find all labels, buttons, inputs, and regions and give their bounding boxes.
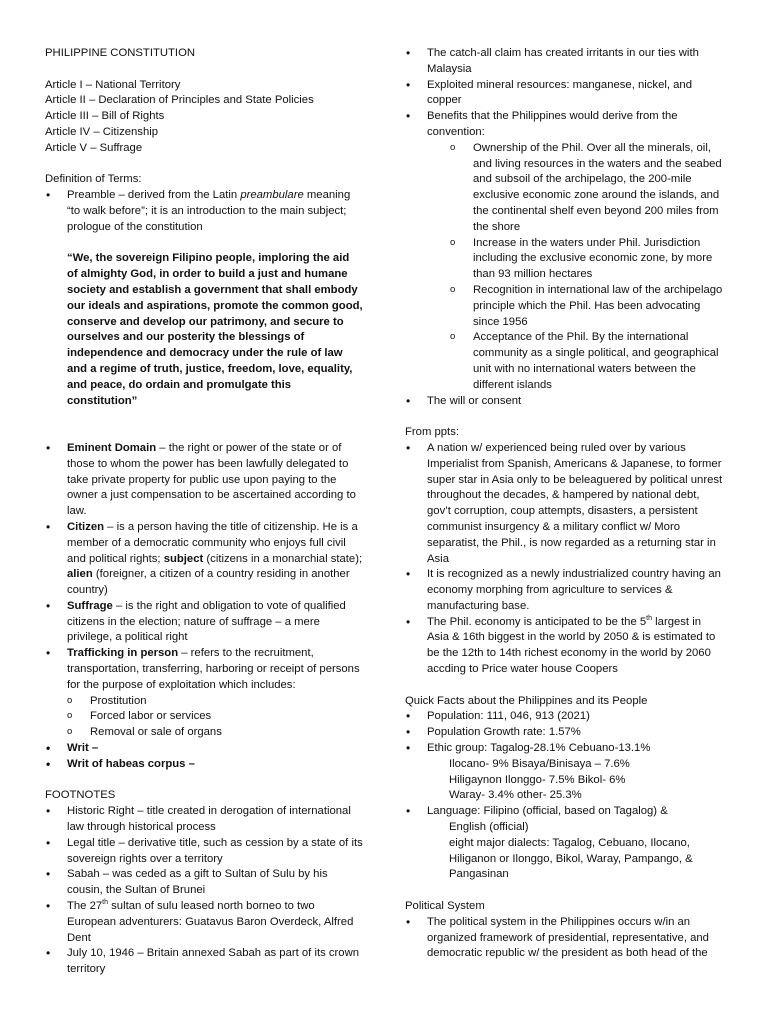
definitions-list <box>45 188 363 235</box>
political-list <box>405 915 723 962</box>
sub-item: o Prostitution <box>67 694 363 710</box>
list-item: • The will or consent <box>405 394 723 410</box>
language-line: English (official) <box>449 821 529 834</box>
article-line: Article IV – Citizenship <box>45 125 159 138</box>
list-item: • The Phil. economy is anticipated to be the 5th largest in Asia & 16th biggest in the world by 2050 & is estimated to be the 12th to 14th richest economy in the world by 2060 accding to Price water house Coopers <box>405 615 723 678</box>
article-line: Article II – Declaration of Principles and State Policies <box>45 94 314 107</box>
ethnic-line: Ilocano- 9% Bisaya/Binisaya – 7.6% <box>449 757 630 770</box>
definition-eminent-domain: • Eminent Domain – the right or power of the state or of those to whom the power has been lawfully delegated to take private property for public use upon paying to the owner a just compensation to be ascertained according to law. <box>45 441 363 520</box>
political-heading: Political System <box>405 900 485 913</box>
footnotes-heading: FOOTNOTES <box>45 789 116 802</box>
footnote-item: • The 27th sultan of sulu leased north borneo to two European adventurers: Guatavus Baron Overdeck, Alfred Dent <box>45 899 363 946</box>
benefits-sublist <box>450 141 723 394</box>
footnote-item: • Sabah – was ceded as a gift to Sultan of Sulu by his cousin, the Sultan of Brunei <box>45 867 363 899</box>
sub-item: o Acceptance of the Phil. By the international community as a single political, and geographical unit with no international waters between the different islands <box>450 330 723 393</box>
list-item: • The catch-all claim has created irritants in our ties with Malaysia <box>405 46 723 78</box>
writ-list <box>45 741 363 773</box>
definitions-list-2 <box>45 441 363 694</box>
list-item <box>405 804 723 883</box>
list-item: • Population Growth rate: 1.57% <box>405 725 723 741</box>
sub-item: o Removal or sale of organs <box>67 725 363 741</box>
ethnic-line: Hiligaynon Ilonggo- 7.5% Bikol- 6% <box>449 773 626 786</box>
ethnic-line: Waray- 3.4% other- 25.3% <box>449 789 582 802</box>
list-item: • The political system in the Philippines occurs w/in an organized framework of presidential, representative, and democratic republic w/ the president as both head of the <box>405 915 723 962</box>
quick-facts-list <box>405 709 723 883</box>
definition-preamble: • Preamble – derived from the Latin preambulare meaning “to walk before”; it is an introduction to the main subject; prologue of the constitution <box>45 188 363 235</box>
ethnic-line: • Ethic group: Tagalog-28.1% Cebuano-13.1% <box>427 742 651 755</box>
trafficking-sublist <box>67 694 363 741</box>
preamble-quote: “We, the sovereign Filipino people, imploring the aid of almighty God, in order to build a just and humane society and establish a government that shall embody our ideals and aspirations, promote the common good, conserve and develop our patrimony, and secure to ourselves and our posterity the blessings of independence and democracy under the rule of law and a regime of truth, justice, freedom, love, equality, and peace, do ordain and promulgate this constitution” <box>67 252 363 407</box>
right-column <box>405 46 723 962</box>
article-line: Article V – Suffrage <box>45 141 143 154</box>
list-item: • A nation w/ experienced being ruled over by various Imperialist from Spanish, Americans & Japanese, to former super star in Asia only to be beleaguered by political unrest throughout the decades, & hampered by national debt, gov’t corruption, coup attempts, disasters, a persistent communist insurgency & a military conflict w/ Moro separatist, the Phil., is now regarded as a returning star in Asia <box>405 441 723 567</box>
language-line: eight major dialects: Tagalog, Cebuano, Ilocano, Hiliganon or Ilonggo, Bikol, Waray, Pampango, & Pangasinan <box>449 836 693 881</box>
sub-item: o Increase in the waters under Phil. Jurisdiction including the exclusive economic zone, by more than 93 million hectares <box>450 236 723 283</box>
footnote-item: • Historic Right – title created in derogation of international law through historical process <box>45 804 363 836</box>
language-line: • Language: Filipino (official, based on Tagalog) & <box>427 805 668 818</box>
quick-facts-heading: Quick Facts about the Philippines and its People <box>405 694 648 707</box>
list-item: • Population: 111, 046, 913 (2021) <box>405 709 723 725</box>
sub-item: o Ownership of the Phil. Over all the minerals, oil, and living resources in the waters and the seabed and subsoil of the archipelago, the 200-mile exclusive economic zone around the islands, and the continental shelf even beyond 200 miles from the shore <box>450 141 723 236</box>
document-title: PHILIPPINE CONSTITUTION <box>45 47 196 59</box>
ppts-list <box>405 441 723 678</box>
definition-citizen: • Citizen – is a person having the title of citizenship. He is a member of a democratic community who enjoys full civil and political rights; subject (citizens in a monarchial state); alien (foreigner, a citizen of a country residing in another country) <box>45 520 363 599</box>
list-item <box>405 741 723 804</box>
definition-writ: • Writ – <box>45 741 363 757</box>
left-column <box>45 46 363 978</box>
sub-item: o Forced labor or services <box>67 709 363 725</box>
definition-habeas-corpus: • Writ of habeas corpus – <box>45 757 363 773</box>
definitions-heading: Definition of Terms: <box>45 173 142 186</box>
footnote-item: • Legal title – derivative title, such as cession by a state of its sovereign rights over a territory <box>45 836 363 868</box>
article-line: Article III – Bill of Rights <box>45 110 165 123</box>
list-item: • Benefits that the Philippines would derive from the convention: <box>405 109 723 141</box>
article-line: Article I – National Territory <box>45 78 181 91</box>
will-list <box>405 394 723 410</box>
list-item: • It is recognized as a newly industrialized country having an economy morphing from agriculture to services & manufacturing base. <box>405 567 723 614</box>
sub-item: o Recognition in international law of the archipelago principle which the Phil. Has been advocating since 1956 <box>450 283 723 330</box>
definition-suffrage: • Suffrage – is the right and obligation to vote of qualified citizens in the election; nature of suffrage – a mere privilege, a political right <box>45 599 363 646</box>
list-item: • Exploited mineral resources: manganese, nickel, and copper <box>405 78 723 110</box>
definition-trafficking: • Trafficking in person – refers to the recruitment, transportation, transferring, harboring or receipt of persons for the purpose of exploitation which includes: <box>45 646 363 693</box>
footnotes-list <box>45 804 363 978</box>
footnote-item: • July 10, 1946 – Britain annexed Sabah as part of its crown territory <box>45 946 363 978</box>
claim-list <box>405 46 723 141</box>
ppts-heading: From ppts: <box>405 426 459 439</box>
